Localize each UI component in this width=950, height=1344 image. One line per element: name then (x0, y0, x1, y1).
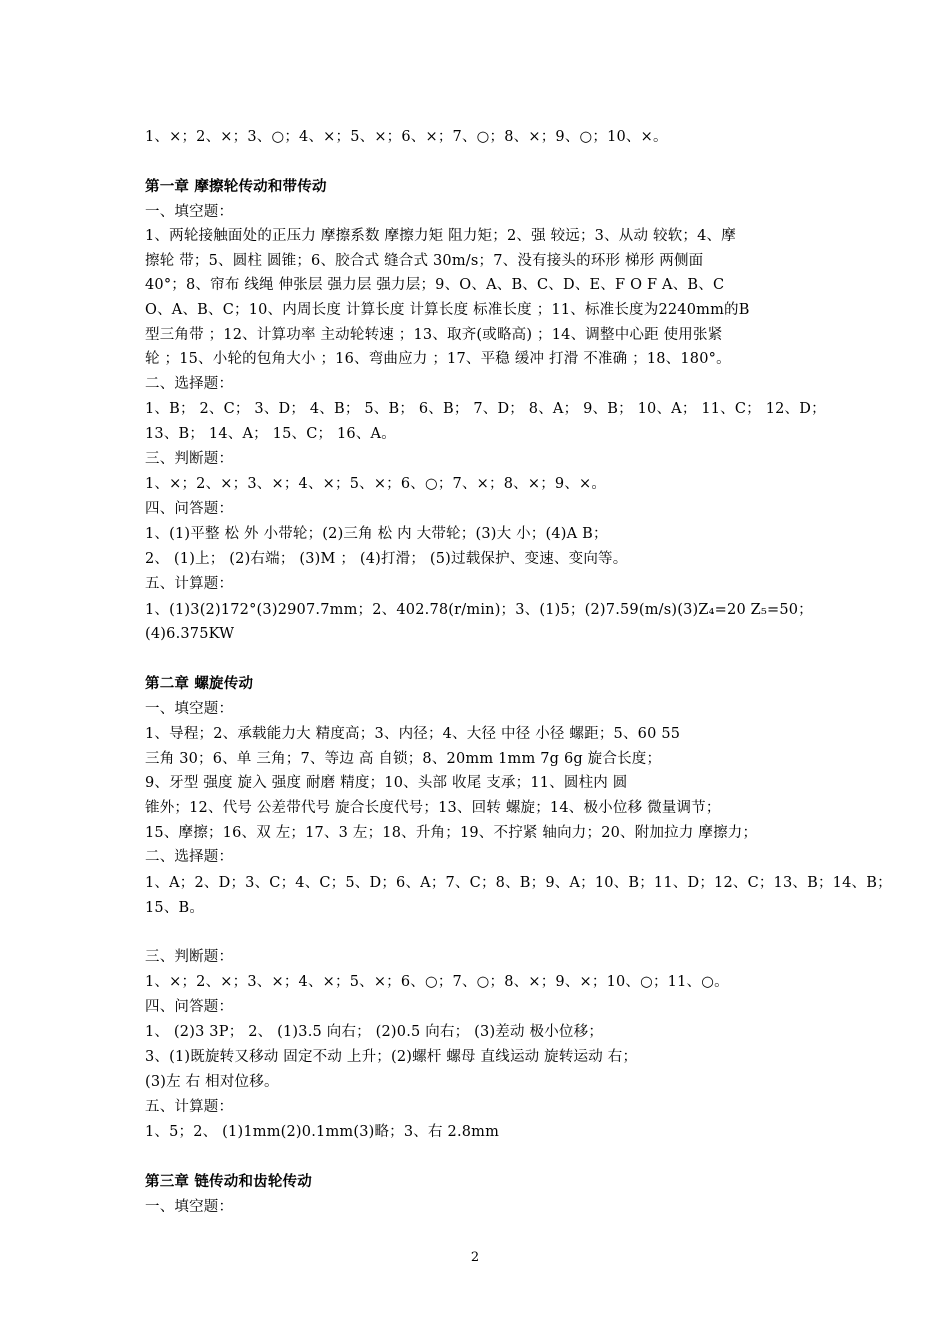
text-line: 1、×；2、×；3、×；4、×；5、×；6、○；7、×；8、×；9、×。 (145, 476, 607, 492)
section-heading: 五、计算题： (145, 1099, 234, 1115)
section-heading: 二、选择题： (145, 376, 234, 392)
text-line: (4)6.375KW (145, 626, 235, 642)
text-line: 1、两轮接触面处的正压力 摩擦系数 摩擦力矩 阻力矩；2、强 较远；3、从动 较软；4、摩 (145, 228, 736, 244)
text-line: 1、A；2、D；3、C；4、C；5、D；6、A；7、C；8、B；9、A；10、B；11、D；12、C；13、B；14、B； (145, 875, 892, 891)
text-line: 2、 (1)上； (2)右端； (3)M ； (4)打滑； (5)过载保护、变速、变向等。 (145, 551, 628, 567)
section-heading: 一、填空题： (145, 204, 234, 220)
text-line: 1、(1)3(2)172°(3)2907.7mm；2、402.78(r/min)；3、(1)5；(2)7.59(m/s)(3)Z₄=20 Z₅=50； (145, 602, 813, 618)
text-line: 9、牙型 强度 旋入 强度 耐磨 精度；10、头部 收尾 支承；11、圆柱内 圆 (145, 775, 628, 791)
text-line: 15、B。 (145, 900, 205, 916)
section-heading: 二、选择题： (145, 849, 234, 865)
section-heading: 三、判断题： (145, 949, 234, 965)
text-line: 锥外；12、代号 公差带代号 旋合长度代号；13、回转 螺旋；14、极小位移 微量调节； (145, 800, 721, 816)
text-line: 1、B； 2、C； 3、D； 4、B； 5、B； 6、B； 7、D； 8、A； 9、B； 10、A； 11、C； 12、D； (145, 401, 826, 417)
text-line: 3、(1)既旋转又移动 固定不动 上升；(2)螺杆 螺母 直线运动 旋转运动 右； (145, 1049, 638, 1065)
text-line: 15、摩擦；16、双 左；17、3 左；18、升角；19、不拧紧 轴向力；20、附加拉力 摩擦力； (145, 825, 758, 841)
section-heading: 三、判断题： (145, 451, 234, 467)
text-line: 擦轮 带；5、圆柱 圆锥；6、胶合式 缝合式 30m/s；7、没有接头的环形 梯形 两侧面 (145, 253, 704, 269)
chapter-2-heading: 第二章 螺旋传动 (145, 675, 254, 692)
text-line: 三角 30；6、单 三角；7、等边 高 自锁；8、20mm 1mm 7g 6g 旋合长度； (145, 751, 662, 767)
text-line: 1、导程；2、承载能力大 精度高；3、内径；4、大径 中径 小径 螺距；5、60 55 (145, 726, 681, 742)
section-heading: 四、问答题： (145, 501, 234, 517)
chapter-intro-answers: 1、×；2、×；3、○；4、×；5、×；6、×；7、○；8、×；9、○；10、×。 (145, 129, 668, 145)
text-line: O、A、B、C；10、内周长度 计算长度 计算长度 标准长度 ；11、标准长度为2240mm的B (145, 302, 750, 318)
chapter-1-heading: 第一章 摩擦轮传动和带传动 (145, 178, 327, 195)
text-line: 1、(1)平整 松 外 小带轮；(2)三角 松 内 大带轮；(3)大 小；(4)A B； (145, 526, 608, 542)
text-line: 1、5；2、 (1)1mm(2)0.1mm(3)略；3、右 2.8mm (145, 1124, 500, 1140)
text-line: 40°；8、帘布 线绳 伸张层 强力层 强力层；9、O、A、B、C、D、E、F O F A、B、C (145, 277, 725, 293)
section-heading: 四、问答题： (145, 999, 234, 1015)
page-number: 2 (470, 1250, 480, 1265)
section-heading: 一、填空题： (145, 701, 234, 717)
text-line: 1、×；2、×；3、×；4、×；5、×；6、○；7、○；8、×；9、×；10、○；11、○。 (145, 974, 729, 990)
text-line: 1、 (2)3 3P； 2、 (1)3.5 向右； (2)0.5 向右； (3)差动 极小位移； (145, 1024, 604, 1040)
section-heading: 五、计算题： (145, 576, 234, 592)
section-heading: 一、填空题： (145, 1199, 234, 1215)
chapter-3-heading: 第三章 链传动和齿轮传动 (145, 1173, 312, 1190)
text-line: 轮 ；15、小轮的包角大小 ；16、弯曲应力 ；17、平稳 缓冲 打滑 不准确 ；18、180°。 (145, 351, 731, 367)
text-line: 型三角带 ；12、计算功率 主动轮转速 ；13、取齐(或略高) ；14、调整中心距 使用张紧 (145, 327, 723, 343)
text-line: 13、B； 14、A； 15、C； 16、A。 (145, 426, 396, 442)
text-line: (3)左 右 相对位移。 (145, 1074, 279, 1090)
